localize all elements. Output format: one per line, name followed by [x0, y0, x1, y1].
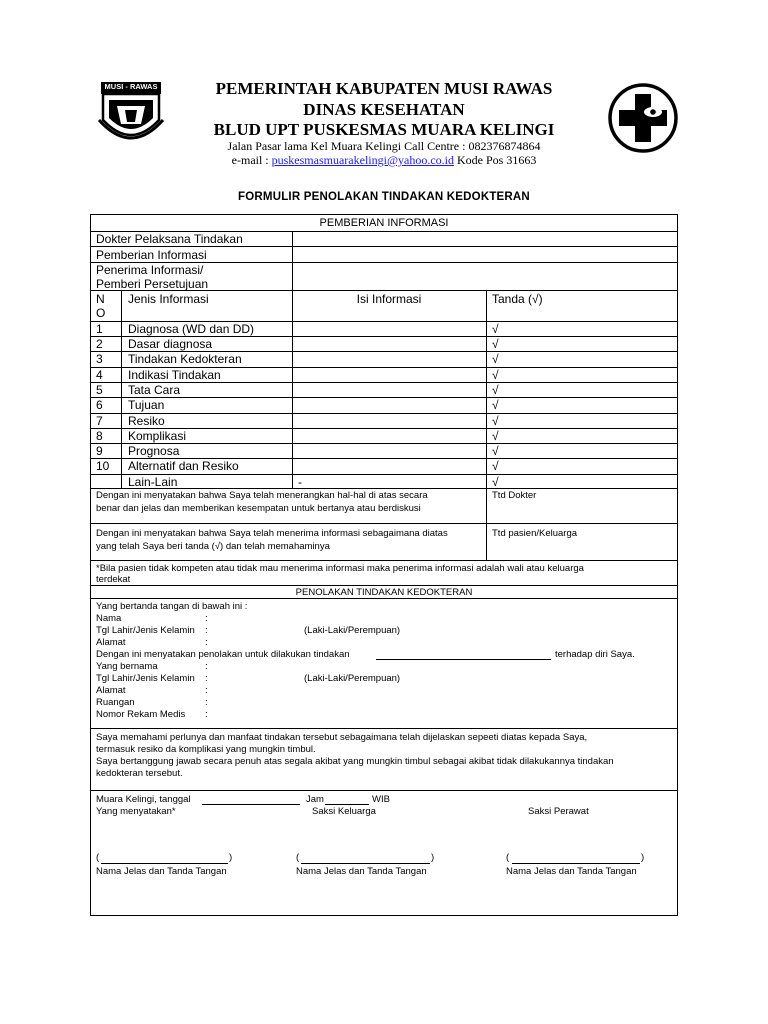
form-title: FORMULIR PENOLAKAN TINDAKAN KEDOKTERAN — [238, 191, 530, 203]
row-jenis: Alternatif dan Resiko — [128, 459, 239, 473]
row-tanda-checkmark: √ — [492, 429, 499, 443]
gender-option-1[interactable]: (Laki-Laki/Perempuan) — [304, 625, 401, 636]
wib-label: WIB — [372, 794, 390, 805]
row-tanda-checkmark: √ — [492, 459, 499, 473]
receiver-label-1: Penerima Informasi/ — [96, 263, 204, 277]
gender-option-2[interactable]: (Laki-Laki/Perempuan) — [304, 673, 401, 684]
row-tanda-checkmark: √ — [492, 368, 499, 382]
col-jenis-header: Jenis Informasi — [128, 292, 209, 306]
row-jenis: Tujuan — [128, 398, 165, 412]
yang-menyatakan-label: Yang menyatakan* — [96, 806, 176, 817]
postal-code: Kode Pos 31663 — [453, 153, 537, 167]
row-jenis: Komplikasi — [128, 429, 187, 443]
ttd-doctor-label: Ttd Dokter — [492, 490, 537, 501]
alamat-colon: : — [205, 637, 208, 648]
row-tanda-checkmark: √ — [492, 383, 499, 397]
info-section-title: PEMBERIAN INFORMASI — [319, 217, 449, 229]
row-no: 3 — [96, 352, 103, 366]
sign-caption-family: Nama Jelas dan Tanda Tangan — [296, 866, 427, 877]
time-blank-line[interactable] — [325, 804, 369, 805]
patient-statement-line-1: Dengan ini menyatakan bahwa Saya telah menerima informasi sebagaimana diatas — [96, 528, 448, 539]
logo-text: MUSI - RAWAS — [104, 82, 158, 91]
col-no-header-2: O — [96, 306, 106, 320]
tindakan-blank-line[interactable] — [376, 659, 551, 660]
email-label: e-mail : — [231, 153, 272, 167]
row-jenis: Dasar diagnosa — [128, 337, 213, 351]
row-no: 6 — [96, 398, 103, 412]
row-no: 5 — [96, 383, 103, 397]
row-no: 4 — [96, 368, 103, 382]
patient-signature-box[interactable] — [488, 540, 676, 559]
doctor-statement-line-2: benar dan jelas dan memberikan kesempatan untuk bertanya atau berdiskusi — [96, 503, 421, 514]
tgl-lahir-colon-2: : — [205, 673, 208, 684]
nama-label: Nama — [96, 613, 122, 624]
understanding-para-4: kedokteran tersebut. — [96, 768, 183, 779]
row-jenis: Diagnosa (WD dan DD) — [128, 322, 255, 336]
understanding-para-1: Saya memahami perlunya dan manfaat tindakan tersebut sebagaimana telah dijelaskan sepeeti diatas kepada Saya, — [96, 732, 588, 743]
refusal-section-title: PENOLAKAN TINDAKAN KEDOKTERAN — [295, 587, 473, 598]
ruangan-colon: : — [205, 697, 208, 708]
giver-label: Pemberian Informasi — [96, 248, 207, 262]
row-no: 1 — [96, 322, 103, 336]
row-tanda-checkmark: √ — [492, 414, 499, 428]
row-isi[interactable]: - — [298, 475, 302, 489]
row-tanda-checkmark: √ — [492, 398, 499, 412]
tgl-lahir-label-2: Tgl Lahir/Jenis Kelamin — [96, 673, 195, 684]
col-no-header-1: N — [96, 292, 105, 306]
ruangan-label: Ruangan — [96, 697, 135, 708]
row-no: 8 — [96, 429, 103, 443]
doctor-label: Dokter Pelaksana Tindakan — [96, 232, 243, 246]
jam-label: Jam — [306, 794, 324, 805]
row-no: 2 — [96, 337, 103, 351]
row-jenis: Indikasi Tindakan — [128, 368, 221, 382]
sign-caption-declarant: Nama Jelas dan Tanda Tangan — [96, 866, 227, 877]
email-link[interactable]: puskesmasmuarakelingi@yahoo.co.id — [271, 153, 454, 167]
row-jenis: Lain-Lain — [128, 475, 178, 489]
yang-bernama-label: Yang bernama — [96, 661, 158, 672]
header-line-2: DINAS KESEHATAN — [303, 100, 465, 119]
sign-caption-nurse: Nama Jelas dan Tanda Tangan — [506, 866, 637, 877]
signature-nurse-witness[interactable]: ( ) — [506, 852, 645, 863]
row-tanda-checkmark: √ — [492, 337, 499, 351]
row-no: 7 — [96, 414, 103, 428]
header-address: Jalan Pasar lama Kel Muara Kelingi Call Centre : 082376874864 — [227, 139, 541, 153]
row-tanda-checkmark: √ — [492, 352, 499, 366]
row-tanda-checkmark: √ — [492, 475, 499, 489]
nomor-rekam-label: Nomor Rekam Medis — [96, 709, 186, 720]
row-tanda-checkmark: √ — [492, 322, 499, 336]
doctor-field[interactable] — [294, 232, 676, 245]
refusal-statement-suffix: terhadap diri Saya. — [555, 649, 635, 660]
giver-field[interactable] — [294, 247, 676, 261]
refusal-statement-prefix: Dengan ini menyatakan penolakan untuk dilakukan tindakan — [96, 649, 350, 660]
refusal-intro: Yang bertanda tangan di bawah ini : — [96, 601, 248, 612]
doctor-statement-line-1: Dengan ini menyatakan bahwa Saya telah menerangkan hal-hal di atas secara — [96, 490, 428, 501]
col-isi-header: Isi Informasi — [356, 292, 422, 306]
signature-family-witness[interactable]: ( ) — [296, 852, 435, 863]
receiver-label-2: Pemberi Persetujuan — [96, 277, 209, 291]
alamat-label: Alamat — [96, 637, 126, 648]
understanding-para-3: Saya bertanggung jawab secara penuh atas segala akibat yang mungkin timbul sebagai akibat tidak dilakukannya tindakan — [96, 756, 614, 767]
saksi-perawat-label: Saksi Perawat — [528, 806, 589, 817]
note-line-1: *Bila pasien tidak kompeten atau tidak mau menerima informasi maka penerima informasi adalah wali atau keluarga — [96, 563, 584, 574]
note-line-2: terdekat — [96, 574, 131, 585]
patient-statement-line-2: yang telah Saya beri tanda (√) dan telah memahaminya — [96, 541, 330, 552]
alamat-label-2: Alamat — [96, 685, 126, 696]
row-jenis: Tata Cara — [128, 383, 181, 397]
place-date-label: Muara Kelingi, tanggal — [96, 794, 191, 805]
col-tanda-header: Tanda (√) — [492, 292, 543, 306]
tgl-lahir-label: Tgl Lahir/Jenis Kelamin — [96, 625, 195, 636]
ttd-patient-label: Ttd pasien/Keluarga — [492, 528, 578, 539]
date-blank-line[interactable] — [202, 804, 300, 805]
yang-bernama-colon: : — [205, 661, 208, 672]
row-no: 10 — [96, 459, 110, 473]
row-tanda-checkmark: √ — [492, 444, 499, 458]
header-line-3: BLUD UPT PUSKESMAS MUARA KELINGI — [213, 120, 555, 139]
doctor-signature-box[interactable] — [488, 502, 676, 522]
alamat-colon-2: : — [205, 685, 208, 696]
tgl-lahir-colon: : — [205, 625, 208, 636]
row-no: 9 — [96, 444, 103, 458]
header-contact — [0, 153, 768, 168]
saksi-keluarga-label: Saksi Keluarga — [312, 806, 376, 817]
nomor-rekam-colon: : — [205, 709, 208, 720]
row-jenis: Prognosa — [128, 444, 180, 458]
receiver-field[interactable] — [294, 263, 676, 289]
nama-colon: : — [205, 613, 208, 624]
header-line-1: PEMERINTAH KABUPATEN MUSI RAWAS — [215, 79, 553, 98]
row-jenis: Resiko — [128, 414, 165, 428]
signature-declarant[interactable]: ( ) — [96, 852, 233, 863]
understanding-para-2: termasuk resiko da komplikasi yang mungkin timbul. — [96, 744, 316, 755]
row-jenis: Tindakan Kedokteran — [128, 352, 242, 366]
